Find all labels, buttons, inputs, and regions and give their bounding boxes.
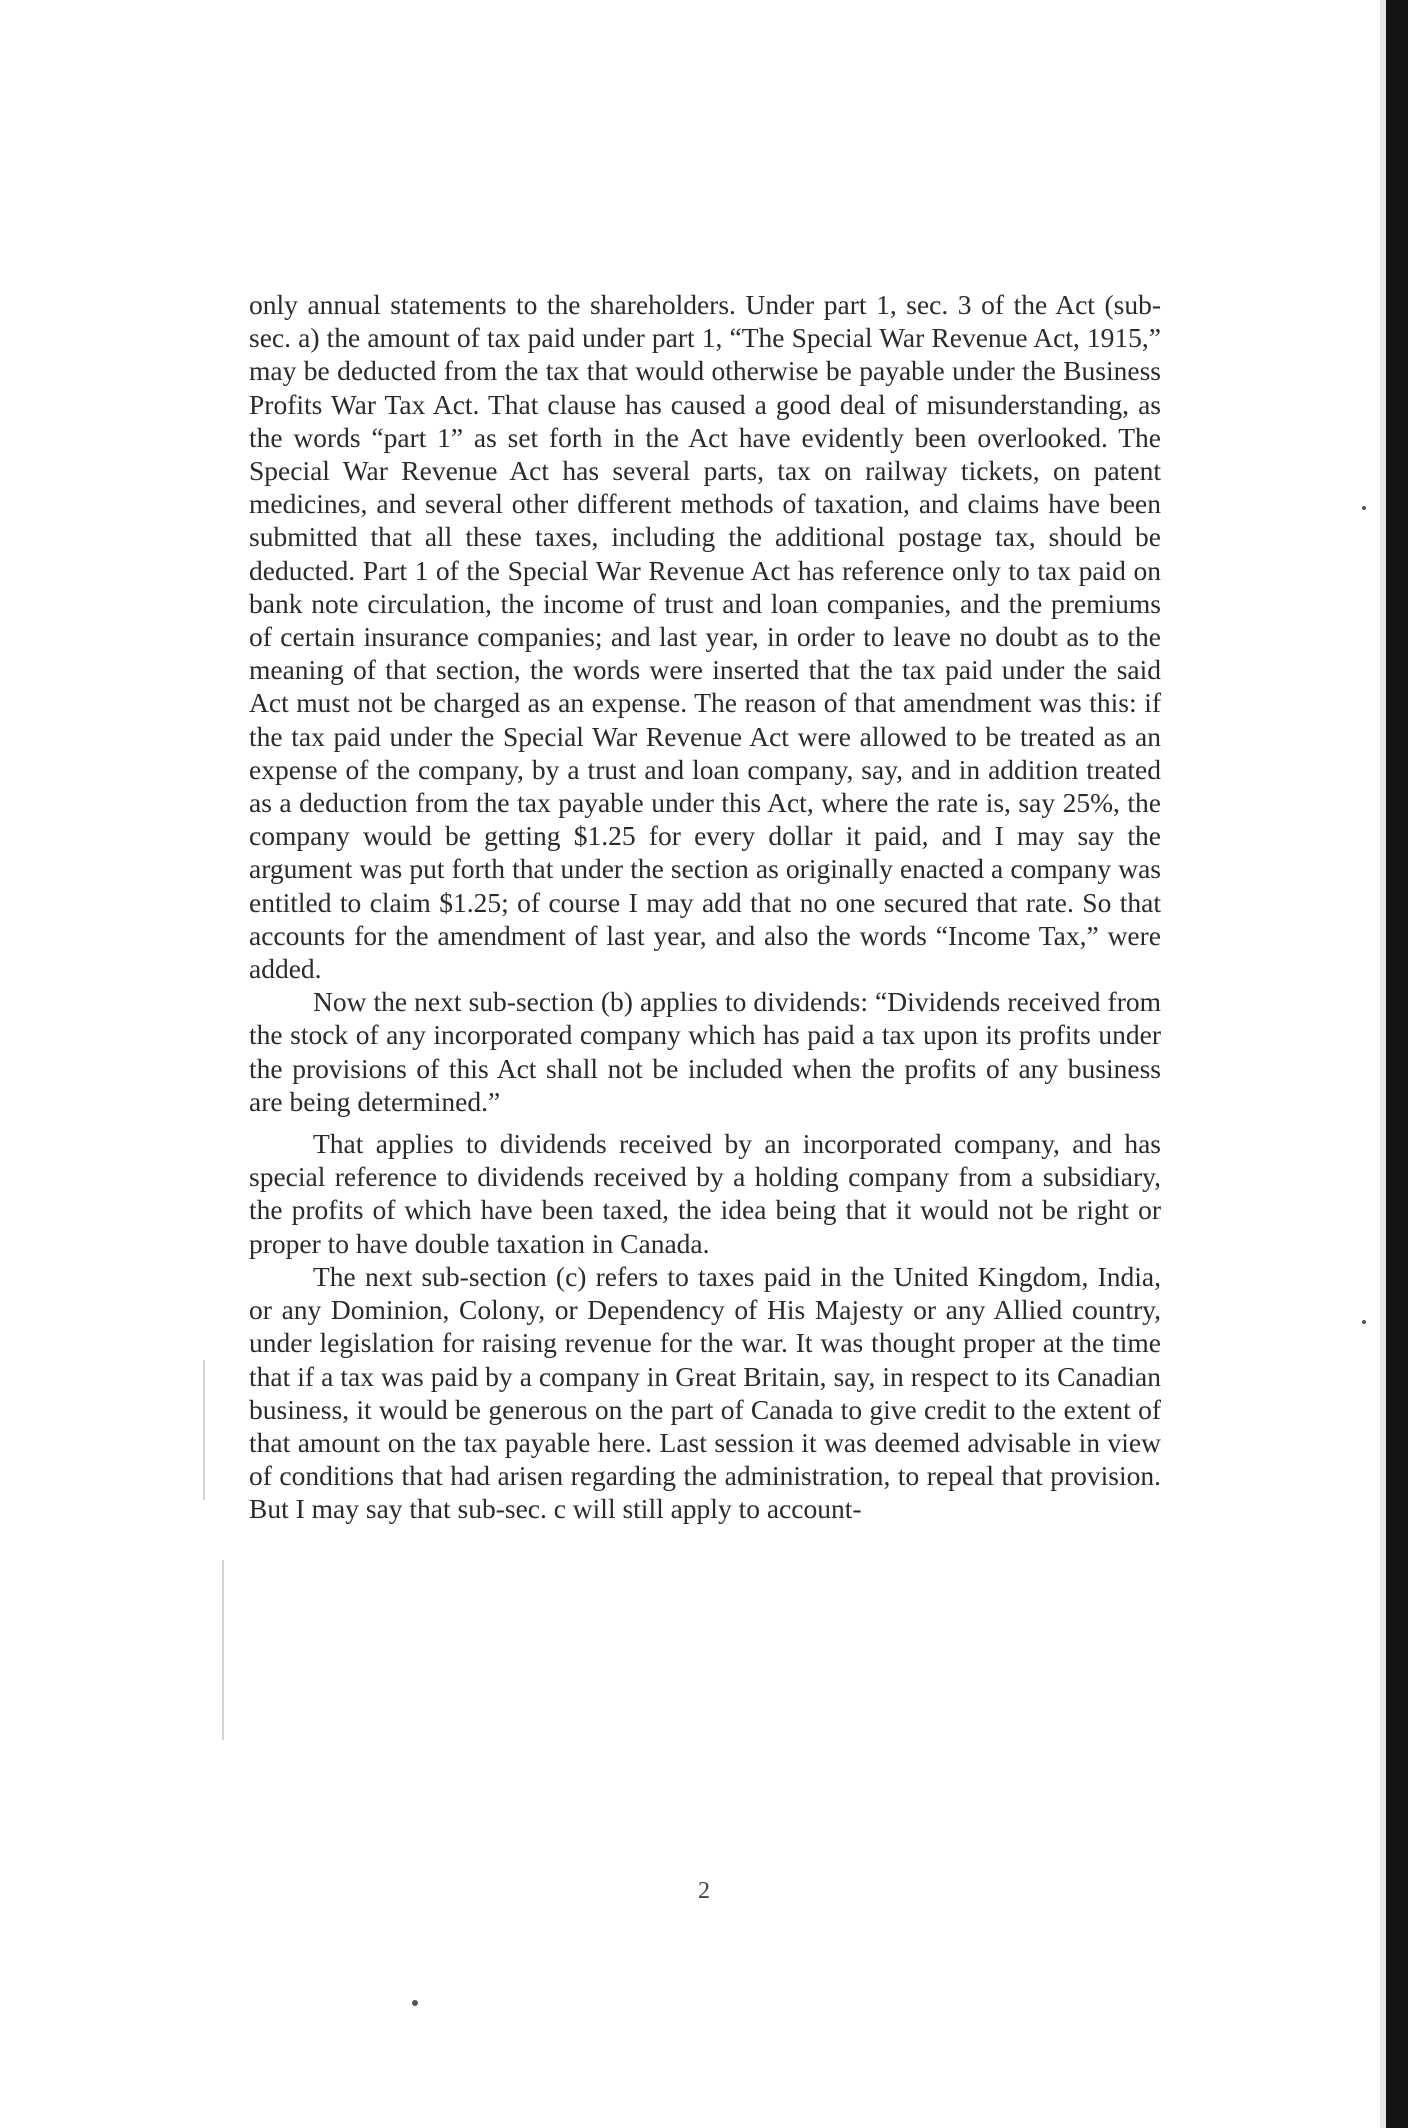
paragraph-foreign-taxes: The next sub-section (c) refers to taxes paid in the United Kingdom, India, or any Dominion, Colony, or Dependency of His Majesty or any Allied country, under legislation for raising revenue for the war. It was thought proper at the time that if a tax was paid by a company in Great Britain, say, in respect to its Canadian business, it would be generous on the part of Canada to give credit to the extent of that amount on the tax payable here. Last session it was deemed advisable in view of conditions that had arisen regarding the administration, to repeal that provision. But I may say that sub-sec. c will still apply to account-	[249, 1260, 1161, 1525]
paragraph-double-taxation: That applies to dividends received by an incorporated company, and has special reference to dividends received by a holding company from a subsidiary, the profits of which have been taxed, the idea being that it would not be right or proper to have double taxation in Canada.	[249, 1128, 1161, 1259]
ink-speck	[412, 2000, 418, 2006]
margin-pencil-mark	[222, 1560, 224, 1740]
paragraph-annual-statements: only annual statements to the shareholders. Under part 1, sec. 3 of the Act (sub-sec. a) the amount of tax paid under part 1, “The Special War Revenue Act, 1915,” may be deducted from the tax that would otherwise be payable under the Business Profits War Tax Act. That clause has caused a good deal of misunderstanding, as the words “part 1” as set forth in the Act have evidently been overlooked. The Special War Revenue Act has several parts, tax on railway tickets, on patent medicines, and several other different methods of taxation, and claims have been submitted that all these taxes, including the additional postage tax, should be deducted. Part 1 of the Special War Revenue Act has reference only to tax paid on bank note circulation, the income of trust and loan companies, and the premiums of certain insurance companies; and last year, in order to leave no doubt as to the meaning of that section, the words were inserted that the tax paid under the said Act must not be charged as an expense. The reason of that amendment was this: if the tax paid under the Special War Revenue Act were allowed to be treated as an expense of the company, by a trust and loan company, say, and in addition treated as a deduction from the tax payable under this Act, where the rate is, say 25%, the company would be getting $1.25 for every dollar it paid, and I may say the argument was put forth that under the section as originally enacted a company was entitled to claim $1.25; of course I may add that no one secured that rate. So that accounts for the amendment of last year, and also the words “Income Tax,” were added.	[249, 289, 1161, 985]
page-number: 2	[698, 1878, 710, 1904]
ink-speck	[1362, 506, 1366, 510]
paragraph-dividends: Now the next sub-section (b) applies to dividends: “Dividends received from the stock of any incorporated company which has paid a tax upon its profits under the provisions of this Act shall not be included when the profits of any business are being determined.”	[249, 986, 1161, 1117]
page-edge-dark-border	[1386, 0, 1408, 2128]
margin-pencil-mark	[203, 1360, 205, 1500]
body-text	[249, 288, 1161, 1526]
ink-speck	[1362, 1320, 1366, 1324]
